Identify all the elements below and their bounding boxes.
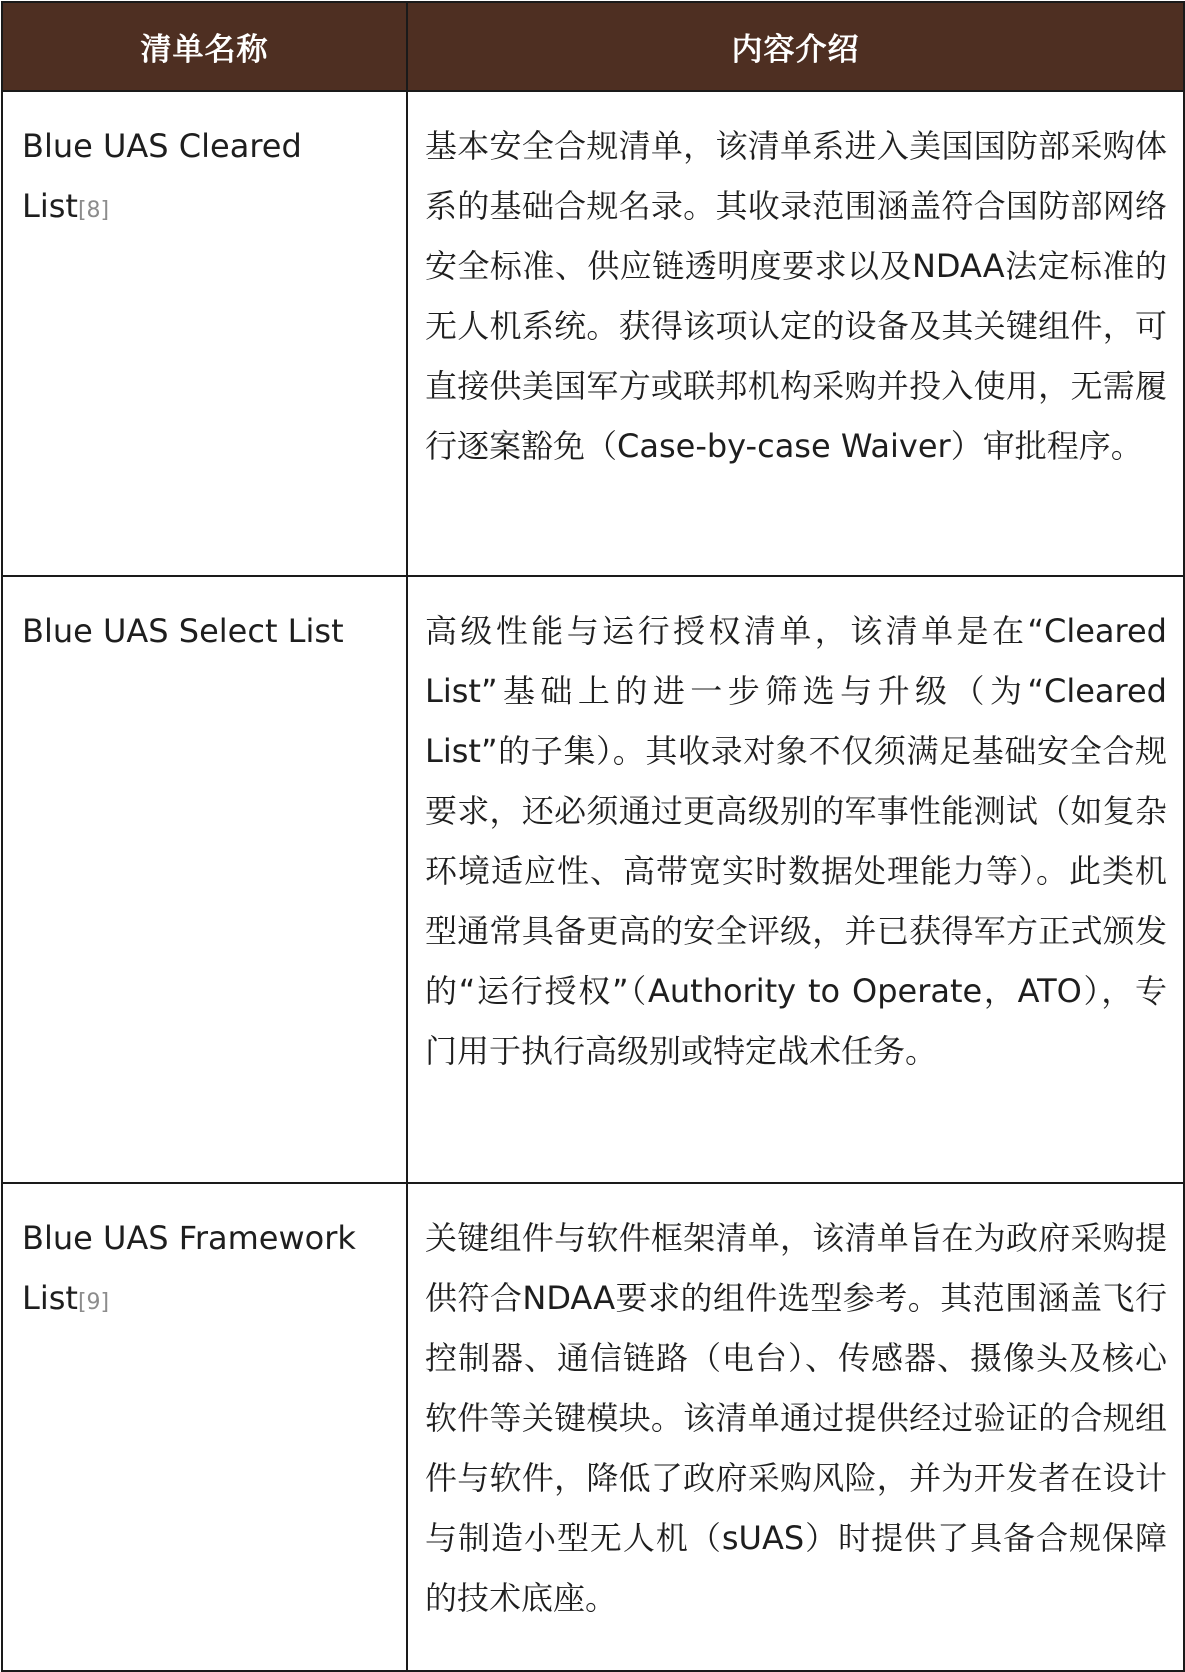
table-row [2, 91, 1184, 576]
description-cell: 基本安全合规清单，该清单系进入美国国防部采购体系的基础合规名录。其收录范围涵盖符合国防部网络安全标准、供应链透明度要求以及NDAA法定标准的无人机系统。获得该项认定的设备及其关键组件，可直接供美国军方或联邦机构采购并投入使用，无需履行逐案豁免（Case-by-case Waiver）审批程序。 [407, 91, 1184, 576]
lists-table [1, 1, 1185, 1672]
table-row [2, 1183, 1184, 1671]
list-name-cell [2, 91, 407, 576]
reference-link[interactable]: [9] [77, 1290, 110, 1315]
list-name: Blue UAS Framework List [22, 1219, 356, 1317]
description-cell: 高级性能与运行授权清单，该清单是在“Cleared List”基础上的进一步筛选与升级（为“Cleared List”的子集）。其收录对象不仅须满足基础安全合规要求，还必须通过更高级别的军事性能测试（如复杂环境适应性、高带宽实时数据处理能力等）。此类机型通常具备更高的安全评级，并已获得军方正式颁发的“运行授权”（Authority to Operate，ATO），专门用于执行高级别或特定战术任务。 [407, 576, 1184, 1183]
header-row [2, 2, 1184, 91]
reference-link[interactable]: [8] [77, 198, 110, 223]
list-name: Blue UAS Select List [22, 612, 344, 650]
header-description: 内容介绍 [407, 2, 1184, 91]
header-list-name: 清单名称 [2, 2, 407, 91]
description-cell: 关键组件与软件框架清单，该清单旨在为政府采购提供符合NDAA要求的组件选型参考。其范围涵盖飞行控制器、通信链路（电台）、传感器、摄像头及核心软件等关键模块。该清单通过提供经过验证的合规组件与软件，降低了政府采购风险，并为开发者在设计与制造小型无人机（sUAS）时提供了具备合规保障的技术底座。 [407, 1183, 1184, 1671]
list-name: Blue UAS Cleared List [22, 127, 302, 225]
list-name-cell [2, 1183, 407, 1671]
list-name-cell [2, 576, 407, 1183]
table-row [2, 576, 1184, 1183]
